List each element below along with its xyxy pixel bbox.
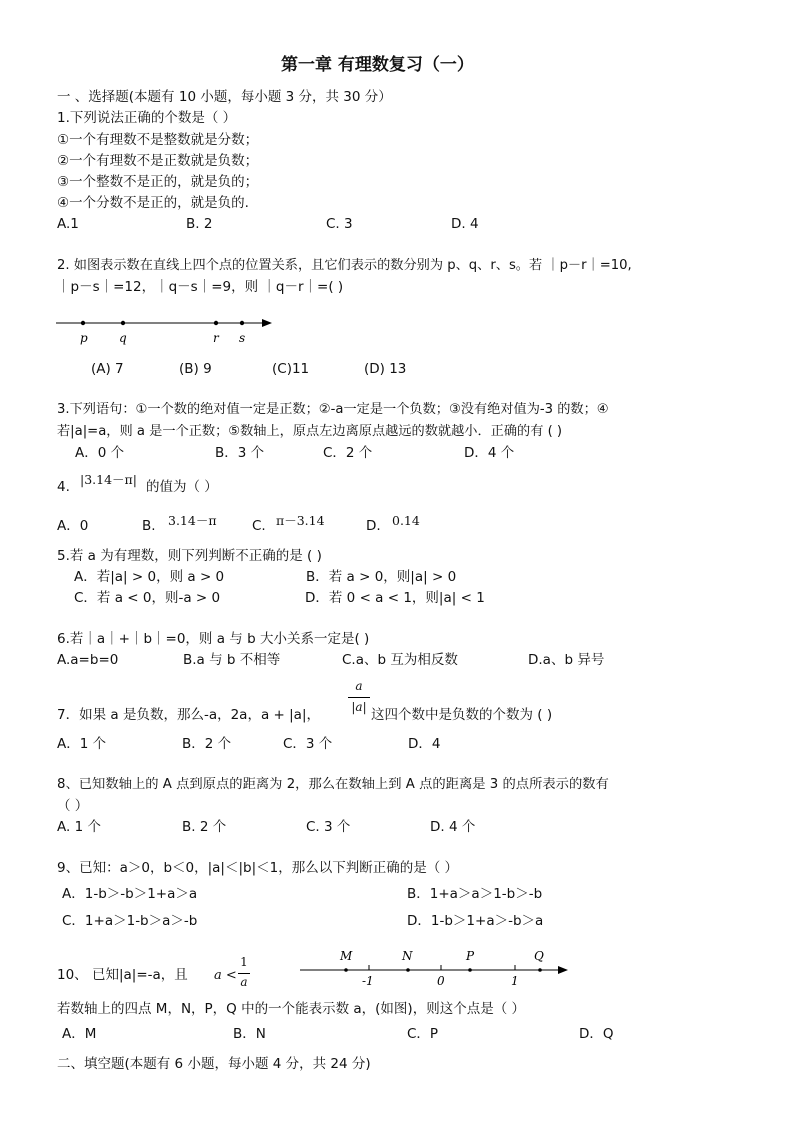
- q1-option-c: C. 3: [326, 216, 353, 232]
- q2-point-q: [121, 321, 125, 325]
- q7-tail: 这四个数中是负数的个数为 ( ): [371, 707, 553, 723]
- q9-option-b: B．1+a＞a＞1-b＞-b: [407, 886, 543, 902]
- q3-option-d: D．4 个: [464, 445, 515, 461]
- q10-label-q: Q: [534, 949, 544, 963]
- q1-statement-3: ③一个整数不是正的，就是负的；: [57, 174, 259, 190]
- q4-option-a: A．0: [57, 518, 89, 534]
- q2-option-c: (C)11: [272, 361, 310, 377]
- q1-option-b: B. 2: [186, 216, 213, 232]
- q3-option-c: C．2 个: [323, 445, 373, 461]
- q10-fraction-numerator: 1: [240, 955, 248, 969]
- q10-option-d: D．Q: [579, 1026, 614, 1042]
- q6-option-b: B.a 与 b 不相等: [183, 652, 281, 668]
- q3-stem-line2: 若|a|=a，则 a 是一个正数；⑤数轴上，原点左边离原点越远的数就越小．正确的有 ( ): [57, 424, 563, 439]
- q2-option-b: (B) 9: [179, 361, 212, 377]
- q7-option-b: B．2 个: [182, 736, 232, 752]
- q10-tick-neg1: -1: [362, 974, 374, 988]
- q2-label-r: r: [213, 331, 219, 345]
- q7-fraction-denominator: |a|: [351, 700, 367, 714]
- q2-stem-line1: 2. 如图表示数在直线上四个点的位置关系，且它们表示的数分别为 p、q、r、s。若 ｜p－r｜=10,: [57, 258, 632, 273]
- q6-stem: 6.若｜a｜+｜b｜=0，则 a 与 b 大小关系一定是( ): [57, 631, 370, 647]
- q10-fraction-denominator: a: [240, 975, 248, 989]
- q2-point-p: [81, 321, 85, 325]
- q10-point-n: [406, 968, 410, 972]
- q4-option-d-label: D.: [366, 518, 381, 534]
- q10-point-q: [538, 968, 542, 972]
- q10-tick-1: 1: [511, 974, 519, 988]
- q2-label-s: s: [239, 331, 246, 345]
- q10-tick-0: 0: [437, 974, 445, 988]
- q10-point-m: [344, 968, 348, 972]
- q10-label-n: N: [402, 949, 413, 963]
- q6-option-c: C.a、b 互为相反数: [342, 652, 458, 668]
- q2-label-p: p: [80, 331, 88, 345]
- q2-option-d: (D) 13: [364, 361, 407, 377]
- q1-statement-2: ②一个有理数不是正数就是负数；: [57, 153, 259, 169]
- q4-option-b-label: B.: [142, 518, 156, 534]
- q2-label-q: q: [119, 331, 127, 345]
- q10-point-p: [468, 968, 472, 972]
- q10-number-line: [296, 944, 574, 988]
- q9-stem: 9、已知：a＞0，b＜0，|a|＜|b|＜1，那么以下判断正确的是（ ）: [57, 860, 459, 876]
- q8-option-a: A. 1 个: [57, 819, 101, 835]
- q9-option-d: D．1-b＞1+a＞-b＞a: [407, 913, 544, 929]
- q9-option-c: C．1+a＞1-b＞a＞-b: [62, 913, 198, 929]
- q5-option-b: B．若 a > 0，则|a| > 0: [306, 569, 457, 585]
- q7-option-c: C．3 个: [283, 736, 333, 752]
- q3-option-b: B．3 个: [215, 445, 265, 461]
- q4-option-b-expr: 3.14－π: [168, 513, 217, 528]
- q7-stem: 7．如果 a 是负数，那么-a，2a，a + |a|，: [57, 707, 320, 723]
- q3-stem-line1: 3.下列语句：①一个数的绝对值一定是正数；②-a一定是一个负数；③没有绝对值为-3 的数；④: [57, 402, 609, 417]
- q5-stem: 5.若 a 为有理数，则下列判断不正确的是 ( ): [57, 548, 322, 564]
- q10-label-m: M: [340, 949, 353, 963]
- q8-option-b: B. 2 个: [182, 819, 227, 835]
- q10-option-a: A．M: [62, 1026, 97, 1042]
- q1-option-a: A.1: [57, 216, 79, 232]
- q4-option-d-expr: 0.14: [392, 513, 420, 528]
- q2-stem-line2: ｜p－s｜=12，｜q－s｜=9，则 ｜q－r｜=( ): [57, 279, 344, 295]
- q4-tail: 的值为（ ）: [146, 479, 218, 495]
- q10-fraction-bar: [238, 973, 250, 974]
- q10-option-b: B．N: [233, 1026, 266, 1042]
- q7-option-a: A．1 个: [57, 736, 107, 752]
- q10-inequality-lhs: a <: [214, 968, 237, 983]
- q8-stem-line1: 8、已知数轴上的 A 点到原点的距离为 2，那么在数轴上到 A 点的距离是 3 的点所表示的数有: [57, 777, 609, 792]
- q7-fraction-bar: [348, 697, 370, 698]
- section-heading-choice: 一 、选择题(本题有 10 小题，每小题 3 分，共 30 分）: [57, 89, 392, 105]
- q10-stem-line2: 若数轴上的四点 M，N，P，Q 中的一个能表示数 a，(如图)，则这个点是（ ）: [57, 1001, 525, 1017]
- q8-stem-line2: （ ）: [57, 798, 89, 814]
- q10-label-p: P: [466, 949, 475, 963]
- q8-option-c: C. 3 个: [306, 819, 351, 835]
- q4-option-c-expr: π－3.14: [276, 513, 325, 528]
- q1-statement-1: ①一个有理数不是整数就是分数；: [57, 132, 259, 148]
- q4-expression: |3.14－π|: [80, 472, 137, 487]
- q5-option-a: A．若|a| > 0，则 a > 0: [74, 569, 225, 585]
- q4-number: 4.: [57, 479, 70, 495]
- q1-stem: 1.下列说法正确的个数是（ ）: [57, 110, 237, 126]
- q8-option-d: D. 4 个: [430, 819, 476, 835]
- q4-option-c-label: C.: [252, 518, 266, 534]
- q7-option-d: D．4: [408, 736, 441, 752]
- q6-option-d: D.a、b 异号: [528, 652, 605, 668]
- q6-option-a: A.a=b=0: [57, 652, 119, 668]
- q9-option-a: A．1-b＞-b＞1+a＞a: [62, 886, 198, 902]
- q2-number-line: [50, 312, 280, 348]
- page-title: 第一章 有理数复习（一）: [281, 55, 474, 75]
- q5-option-d: D．若 0 < a < 1，则|a| < 1: [305, 590, 485, 606]
- q2-point-s: [240, 321, 244, 325]
- q1-option-d: D. 4: [451, 216, 479, 232]
- q2-point-r: [214, 321, 218, 325]
- section-heading-fill-in: 二、填空题(本题有 6 小题，每小题 4 分，共 24 分): [57, 1056, 371, 1072]
- q1-statement-4: ④一个分数不是正的，就是负的.: [57, 195, 249, 211]
- q10-stem: 10、 已知|a|=-a，且: [57, 967, 188, 983]
- q7-fraction-numerator: a: [355, 679, 363, 693]
- q2-option-a: (A) 7: [91, 361, 124, 377]
- q5-option-c: C．若 a < 0，则-a > 0: [74, 590, 221, 606]
- q10-option-c: C．P: [407, 1026, 439, 1042]
- q3-option-a: A．0 个: [75, 445, 125, 461]
